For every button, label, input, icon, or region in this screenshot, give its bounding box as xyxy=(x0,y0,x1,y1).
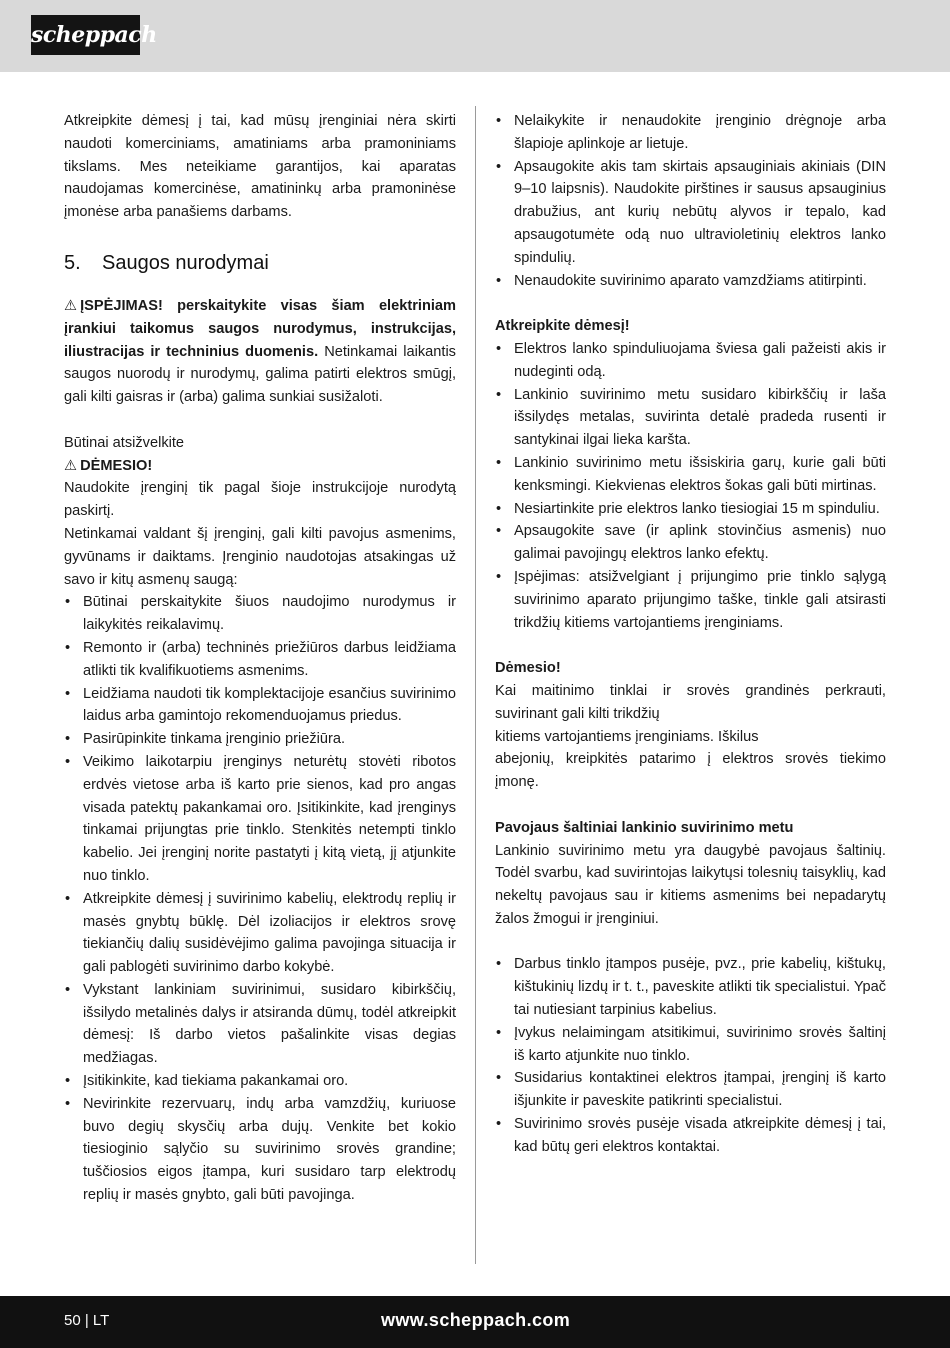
list-item: • Remonto ir (arba) techninės priežiūros darbus leidžiama atlikti tik kvalifikuotiems asmenims. xyxy=(64,637,456,683)
warning-paragraph xyxy=(64,295,456,409)
list-item: • Įvykus nelaimingam atsitikimui, suvirinimo srovės šaltinį iš karto atjunkite nuo tinklo. xyxy=(495,1022,886,1068)
list-item: • Apsaugokite akis tam skirtais apsauginiais akiniais (DIN 9–10 laipsnis). Naudokite pirštines ir sausus apsauginius drabužius, ant kurių nebūtų alyvos ir tepalo, kad apsaugotumėte odą nuo ultravioletinių elektros lanko spindulių. xyxy=(495,156,886,270)
list-item: • Lankinio suvirinimo metu susidaro kibirkščių ir lašа išsilydęs metalas, suvirinta detalė pradeda rusenti ir santykinai ilgai lieka karšta. xyxy=(495,384,886,452)
caution-text-line: suvirinant gali kilti trikdžių xyxy=(495,705,660,722)
hazard-paragraph: Lankinio suvirinimo metu yra daugybė pavojaus šaltinių. Todėl svarbu, kad suvirintojas laikytųsi tolesnių taisyklių, kad nekeltų pavojaus sau ir kitiems asmenims bei nepadarytų žalos žmogui ir įrenginiui. xyxy=(495,842,886,927)
list-item: • Suvirinimo srovės pusėje visada atkreipkite dėmesį į tai, kad būtų geri elektros kontaktai. xyxy=(495,1113,886,1159)
list-item: • Nesiartinkite prie elektros lanko tiesiogiai 15 m spinduliu. xyxy=(495,498,886,521)
intended-use-text: Naudokite įrenginį tik pagal šioje instrukcijoje nurodytą paskirtį. xyxy=(64,480,456,520)
list-item: • Būtinai perskaitykite šiuos naudojimo nurodymus ir laikykitės reikalavimų. xyxy=(64,591,456,637)
hazard-heading: Pavojaus šaltiniai lankinio suvirinimo metu xyxy=(495,819,794,836)
caution-text-line: abejonių, kreipkitės patarimo į elektros srovės tiekimo įmonę. xyxy=(495,751,886,791)
list-item: • Darbus tinklo įtampos pusėje, pvz., prie kabelių, kištukų, kištukinių lizdų ir t. t., paveskite atlikti tik specialistui. Ypač tai nutiesiant tarpinius kabelius. xyxy=(495,953,886,1021)
left-bullet-list xyxy=(64,591,456,1207)
intro-paragraph: Atkreipkite dėmesį į tai, kad mūsų įrenginiai nėra skirti naudoti komerciniams, amatiniams arba pramoniniams tikslams. Mes neteikiame garantijos, kai aparatas naudojamas komercinėse, amatininkų arba pramoninėse įmonėse arba panašiems darbams. xyxy=(64,113,456,221)
consider-line: Būtinai atsižvelkite xyxy=(64,434,185,451)
list-item: • Pasirūpinkite tinkama įrenginio priežiūra. xyxy=(64,728,456,751)
list-item: • Įspėjimas: atsižvelgiant į prijungimo prie tinklo sąlygą suvirinimo aparato prijungimo taške, tinkle gali atsirasti trikdžių kitiems vartojantiems įrenginiams. xyxy=(495,566,886,634)
warning-bold-text: ĮSPĖJIMAS! perskaitykite visas šiam elektriniam įrankiui taikomus saugos nurodymus, instrukcijas, iliustracijas ir techninius duomenis. xyxy=(64,297,456,360)
list-item: • Apsaugokite save (ir aplink stovinčius asmenis) nuo galimai pavojingų elektros lanko efektų. xyxy=(495,520,886,566)
right-column xyxy=(495,110,886,1159)
caution-heading: Dėmesio! xyxy=(495,660,561,677)
left-column xyxy=(64,110,456,1207)
list-item: • Nevirinkite rezervuarų, indų arba vamzdžių, kuriuose buvo degių skysčių arba dujų. Venkite bet kokio tiesioginio sąlyčio su suvirinimo srovės grandine; tuščiosios eigos įtampa, kuri susidaro tarp elektrodų replių ir masės gnybto, gali būti pavojinga. xyxy=(64,1093,456,1207)
improper-use-text: Netinkamai valdant šį įrenginį, gali kilti pavojus asmenims, gyvūnams ir daiktams. Įrenginio naudotojas atsakingas už savo ir kitų asmenų saugą: xyxy=(64,525,456,588)
page-header xyxy=(0,0,950,72)
section-heading xyxy=(64,251,456,275)
right-mid-bullet-list xyxy=(495,338,886,634)
attention-label: DĖMESIO! xyxy=(80,457,153,474)
scheppach-logo: scheppach xyxy=(31,15,140,55)
list-item: • Veikimo laikotarpiu įrenginys neturėtų stovėti ribotos erdvės vietose arba iš karto prie sienos, kad pro angas visada patektų pakankamai oro. Įsitikinkite, kad įrenginys tinkamai prijungtas prie tinklo. Stenkitės netempti tinklo kabelio. Jei įrenginį norite pastatyti į kitą vietą, jį atjunkite nuo tinklo. xyxy=(64,751,456,888)
list-item: • Leidžiama naudoti tik komplektacijoje esančius suvirinimo laidus arba gamintojo rekomenduojamus priedus. xyxy=(64,683,456,729)
caution-text-line: Kai maitinimo tinklai ir srovės grandinės perkrauti, xyxy=(495,682,886,699)
warning-triangle-icon: ⚠ xyxy=(64,297,78,314)
caution-text-line: kitiems vartojantiems įrenginiams. Iškilus xyxy=(495,728,759,745)
list-item: • Atkreipkite dėmesį į suvirinimo kabelių, elektrodų replių ir masės gnybtų būklę. Dėl izoliacijos ir elektros srovę tiekiančių dalių susidėvėjimo galima pavojinga situacija ir gali pablogėti suvirinimo darbo kokybė. xyxy=(64,888,456,979)
list-item: • Susidarius kontaktinei elektros įtampai, įrenginį iš karto išjunkite ir paveskite patikrinti specialistui. xyxy=(495,1067,886,1113)
attention-line xyxy=(64,455,456,478)
list-item: • Elektros lanko spinduliuojama šviesa gali pažeisti akis ir nudeginti odą. xyxy=(495,338,886,384)
website-url: www.scheppach.com xyxy=(381,1310,571,1330)
list-item: • Vykstant lankiniam suvirinimui, susidaro kibirkščių, išsilydo metalinės dalys ir atsiranda dūmų, todėl atkreipkit dėmesį: Iš darbo vietos pašalinkite visas degias medžiagas. xyxy=(64,979,456,1070)
attention-heading: Atkreipkite dėmesį! xyxy=(495,318,630,335)
section-number: 5. xyxy=(64,251,81,274)
right-top-bullet-list xyxy=(495,110,886,292)
warning-text: Netinkamai laikantis saugos nuorodų ir nurodymų, galima patirti elektros smūgį, gali kilti gaisras ir (arba) galima sunkiai susižaloti. xyxy=(64,343,456,406)
section-title: Saugos nurodymai xyxy=(102,251,269,274)
right-bottom-bullet-list xyxy=(495,953,886,1158)
column-divider xyxy=(475,106,476,1264)
warning-triangle-icon: ⚠ xyxy=(64,457,78,474)
list-item: • Nelaikykite ir nenaudokite įrenginio drėgnoje arba šlapioje aplinkoje ar lietuje. xyxy=(495,110,886,156)
list-item: • Lankinio suvirinimo metu išsiskiria garų, kurie gali būti kenksmingi. Kiekvienas elektros šokas gali būti mirtinas. xyxy=(495,452,886,498)
page-footer xyxy=(0,1296,950,1348)
page-number: 50 | LT xyxy=(64,1312,110,1329)
list-item: • Įsitikinkite, kad tiekiama pakankamai oro. xyxy=(64,1070,456,1093)
list-item: • Nenaudokite suvirinimo aparato vamzdžiams atitirpinti. xyxy=(495,270,886,293)
